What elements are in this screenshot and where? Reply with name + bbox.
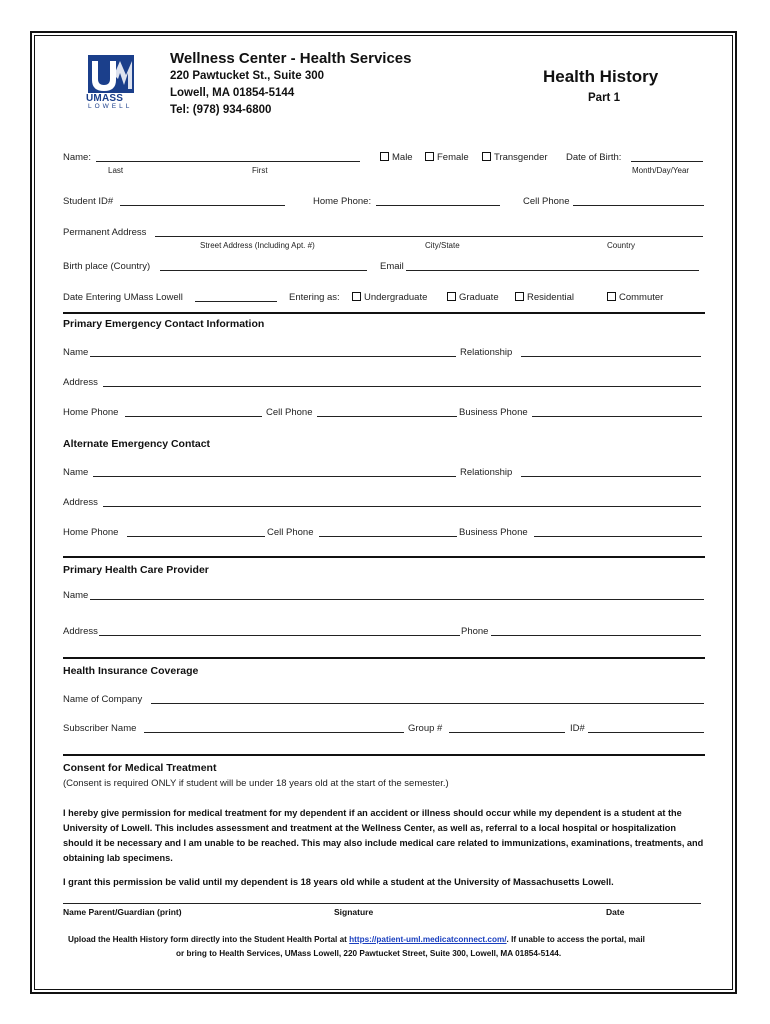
primary-contact-address-input[interactable] bbox=[103, 386, 701, 387]
checkbox-icon bbox=[447, 292, 456, 301]
entering-as-label: Entering as: bbox=[289, 292, 340, 303]
insurance-company-input[interactable] bbox=[151, 703, 704, 704]
email-label: Email bbox=[380, 261, 404, 272]
birthplace-label: Birth place (Country) bbox=[63, 261, 151, 272]
alternate-contact-title: Alternate Emergency Contact bbox=[63, 438, 211, 450]
name-label: Name: bbox=[63, 152, 91, 163]
gender-transgender-checkbox[interactable]: Transgender bbox=[482, 152, 548, 163]
footer-line-1: Upload the Health History form directly into the Student Health Portal at https://patient-uml.medicatconnect.com/. If unable to access the portal, mail bbox=[68, 935, 645, 944]
primary-contact-relationship-input[interactable] bbox=[521, 356, 701, 357]
graduate-checkbox[interactable]: Graduate bbox=[447, 292, 499, 303]
date-entering-input[interactable] bbox=[195, 301, 277, 302]
birthplace-input[interactable] bbox=[160, 270, 367, 271]
form-part: Part 1 bbox=[588, 92, 620, 104]
alternate-contact-home-phone-input[interactable] bbox=[127, 536, 265, 537]
signature-line[interactable] bbox=[63, 903, 701, 904]
dob-label: Date of Birth: bbox=[566, 152, 622, 163]
footer-line-2: or bring to Health Services, UMass Lowell, 220 Pawtucket Street, Suite 300, Lowell, MA 01854-5144. bbox=[176, 949, 562, 958]
group-label: Group # bbox=[408, 723, 443, 734]
checkbox-icon bbox=[482, 152, 491, 161]
sig-name-label: Name Parent/Guardian (print) bbox=[63, 907, 182, 917]
insurance-id-input[interactable] bbox=[588, 732, 704, 733]
subscriber-name-input[interactable] bbox=[144, 732, 404, 733]
alternate-contact-business-phone-input[interactable] bbox=[534, 536, 702, 537]
insurance-company-label: Name of Company bbox=[63, 694, 143, 705]
consent-paragraph: I hereby give permission for medical treatment for my dependent if an accident or illness should occur while my dependent is a student at the University of Lowell. This includes assessment and treatment at the Wellness Center, as well as, referral to a local hospital or hospitalization should it be necessary and I am unable to be reached. This may also include medical care related to immunizations, examinations, treatments, and obtaining lab specimens. bbox=[63, 808, 704, 863]
insurance-title: Health Insurance Coverage bbox=[63, 665, 199, 677]
student-id-label: Student ID# bbox=[63, 196, 114, 207]
undergraduate-checkbox[interactable]: Undergraduate bbox=[352, 292, 427, 303]
logo-text: UMASS bbox=[86, 93, 124, 104]
org-address-2: Lowell, MA 01854-5144 bbox=[170, 87, 295, 99]
cell-phone-label: Cell Phone bbox=[523, 196, 570, 207]
dob-format: Month/Day/Year bbox=[632, 166, 690, 175]
alternate-contact-business-phone-label: Business Phone bbox=[459, 527, 528, 538]
section-divider bbox=[63, 657, 705, 659]
alternate-contact-cell-phone-label: Cell Phone bbox=[267, 527, 314, 538]
gender-male-checkbox[interactable]: Male bbox=[380, 152, 413, 163]
insurance-id-label: ID# bbox=[570, 723, 585, 734]
umass-logo-mark bbox=[88, 55, 134, 93]
alternate-contact-name-label: Name bbox=[63, 467, 89, 478]
last-label: Last bbox=[108, 166, 124, 175]
name-input[interactable] bbox=[96, 161, 360, 162]
org-address-1: 220 Pawtucket St., Suite 300 bbox=[170, 70, 325, 82]
student-id-input[interactable] bbox=[120, 205, 285, 206]
section-divider bbox=[63, 754, 705, 756]
provider-title: Primary Health Care Provider bbox=[63, 564, 209, 576]
sig-signature-label: Signature bbox=[334, 907, 374, 917]
provider-address-input[interactable] bbox=[99, 635, 460, 636]
primary-contact-business-phone-input[interactable] bbox=[532, 416, 702, 417]
group-input[interactable] bbox=[449, 732, 565, 733]
residential-checkbox[interactable]: Residential bbox=[515, 292, 574, 303]
primary-contact-address-label: Address bbox=[63, 377, 98, 388]
permanent-address-input[interactable] bbox=[155, 236, 703, 237]
checkbox-icon bbox=[380, 152, 389, 161]
alternate-contact-name-input[interactable] bbox=[93, 476, 456, 477]
section-divider bbox=[63, 556, 705, 558]
alternate-contact-address-input[interactable] bbox=[103, 506, 701, 507]
primary-contact-home-phone-input[interactable] bbox=[125, 416, 262, 417]
alternate-contact-relationship-label: Relationship bbox=[460, 467, 513, 478]
provider-phone-input[interactable] bbox=[491, 635, 701, 636]
consent-validity: I grant this permission be valid until my dependent is 18 years old while a student at the University of Massachusetts Lowell. bbox=[63, 877, 614, 887]
permanent-address-label: Permanent Address bbox=[63, 227, 147, 238]
home-phone-label: Home Phone: bbox=[313, 196, 372, 207]
form-title: Health History bbox=[543, 67, 659, 86]
provider-address-label: Address bbox=[63, 626, 98, 637]
sig-date-label: Date bbox=[606, 907, 625, 917]
checkbox-icon bbox=[425, 152, 434, 161]
org-phone: Tel: (978) 934-6800 bbox=[170, 104, 272, 116]
primary-contact-name-input[interactable] bbox=[90, 356, 456, 357]
provider-name-label: Name bbox=[63, 590, 89, 601]
first-label: First bbox=[252, 166, 268, 175]
primary-contact-title: Primary Emergency Contact Information bbox=[63, 318, 265, 330]
checkbox-icon bbox=[515, 292, 524, 301]
primary-contact-home-phone-label: Home Phone bbox=[63, 407, 119, 418]
consent-title: Consent for Medical Treatment bbox=[63, 762, 217, 774]
logo-subtext: LOWELL bbox=[88, 103, 133, 110]
checkbox-icon bbox=[607, 292, 616, 301]
primary-contact-business-phone-label: Business Phone bbox=[459, 407, 528, 418]
primary-contact-name-label: Name bbox=[63, 347, 89, 358]
checkbox-icon bbox=[352, 292, 361, 301]
gender-female-checkbox[interactable]: Female bbox=[425, 152, 469, 163]
org-title: Wellness Center - Health Services bbox=[170, 50, 412, 67]
subscriber-name-label: Subscriber Name bbox=[63, 723, 137, 734]
provider-name-input[interactable] bbox=[90, 599, 704, 600]
consent-note: (Consent is required ONLY if student will be under 18 years old at the start of the semester.) bbox=[63, 778, 449, 789]
primary-contact-cell-phone-input[interactable] bbox=[317, 416, 457, 417]
country-label: Country bbox=[607, 241, 636, 250]
alternate-contact-cell-phone-input[interactable] bbox=[319, 536, 457, 537]
email-input[interactable] bbox=[406, 270, 699, 271]
date-entering-label: Date Entering UMass Lowell bbox=[63, 292, 183, 303]
home-phone-input[interactable] bbox=[376, 205, 500, 206]
cell-phone-input[interactable] bbox=[573, 205, 704, 206]
portal-link[interactable]: https://patient-uml.medicatconnect.com/ bbox=[349, 935, 507, 944]
dob-input[interactable] bbox=[631, 161, 703, 162]
alternate-contact-relationship-input[interactable] bbox=[521, 476, 701, 477]
section-divider bbox=[63, 312, 705, 314]
street-label: Street Address (Including Apt. #) bbox=[200, 241, 315, 250]
city-state-label: City/State bbox=[425, 241, 460, 250]
primary-contact-cell-phone-label: Cell Phone bbox=[266, 407, 313, 418]
commuter-checkbox[interactable]: Commuter bbox=[607, 292, 663, 303]
alternate-contact-address-label: Address bbox=[63, 497, 98, 508]
alternate-contact-home-phone-label: Home Phone bbox=[63, 527, 119, 538]
primary-contact-relationship-label: Relationship bbox=[460, 347, 513, 358]
provider-phone-label: Phone bbox=[461, 626, 489, 637]
